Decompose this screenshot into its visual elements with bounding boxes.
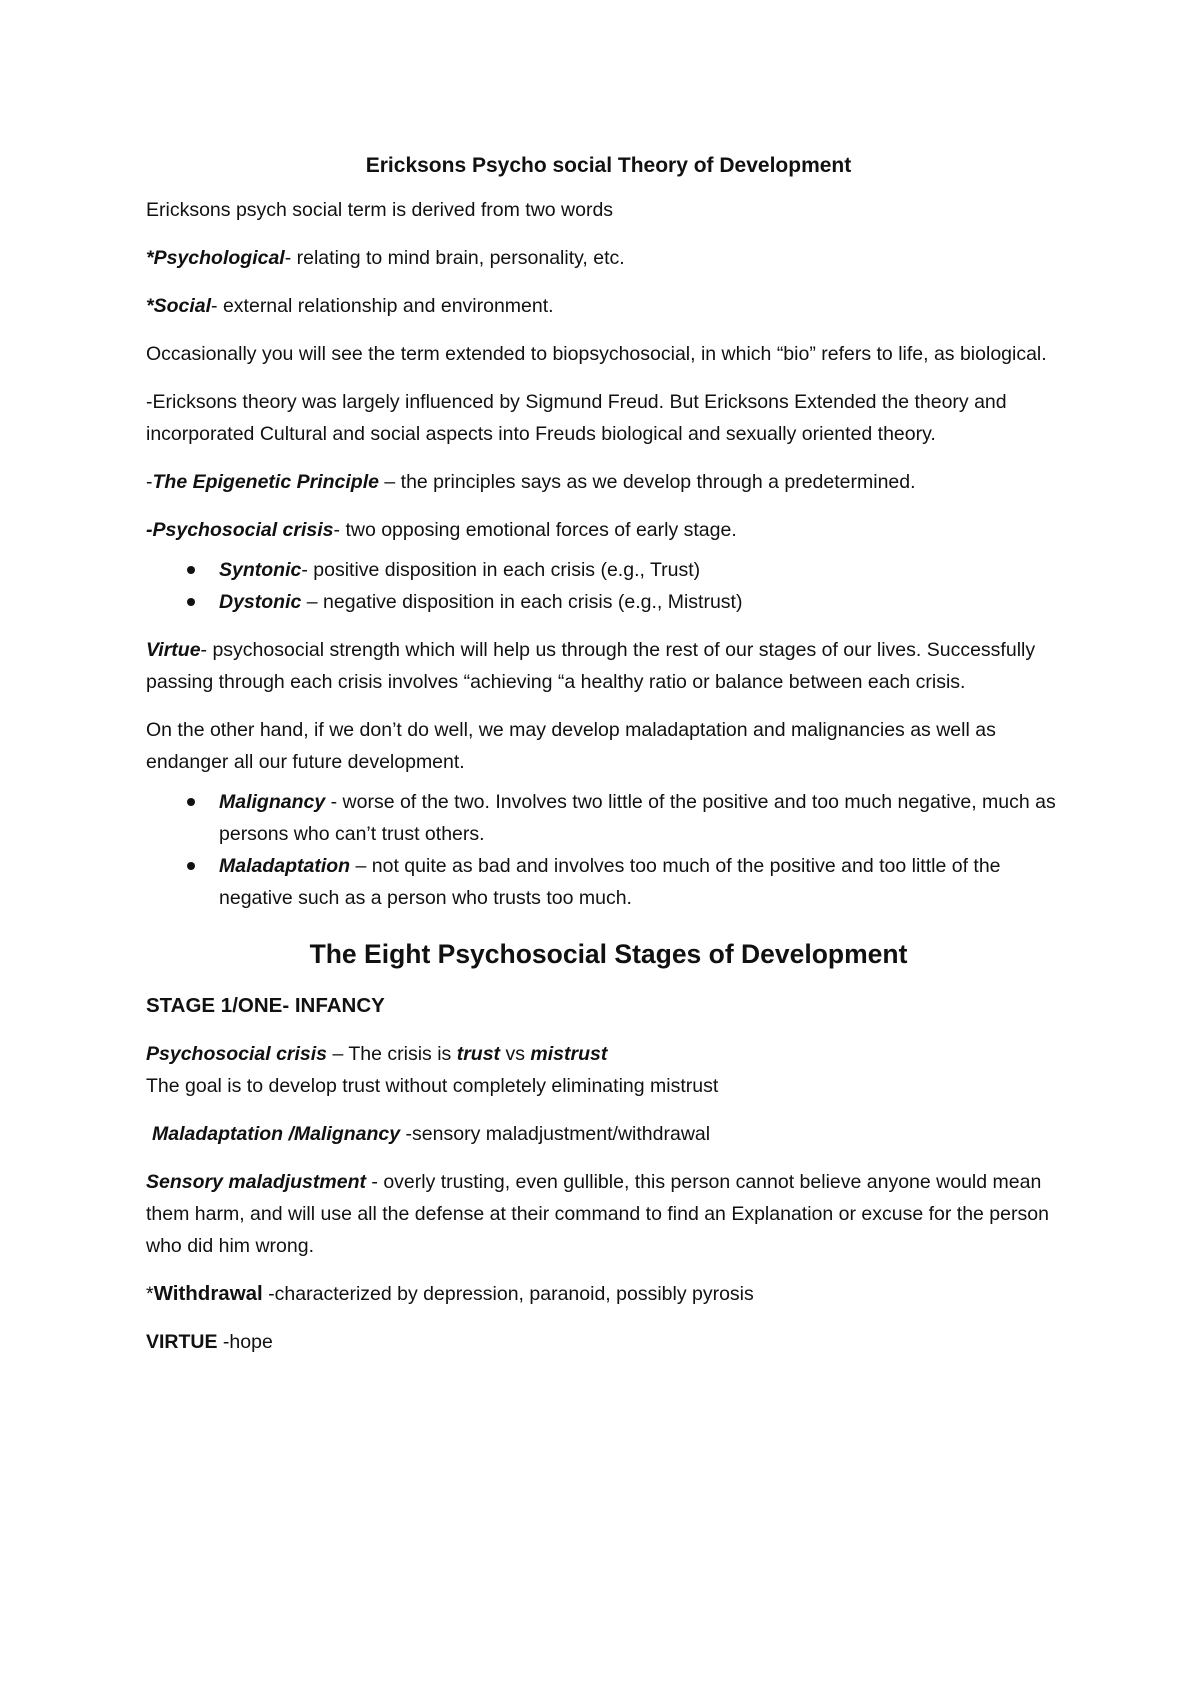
withdrawal-term: Withdrawal bbox=[153, 1282, 263, 1305]
other-hand-paragraph: On the other hand, if we don’t do well, we may develop maladaptation and malignancies as well as endanger all our future development. bbox=[146, 719, 996, 773]
document-body bbox=[146, 150, 1071, 1374]
syntonic-text: - positive disposition in each crisis (e.g., Trust) bbox=[301, 559, 701, 581]
syntonic-term: Syntonic bbox=[219, 559, 302, 581]
bullet-icon bbox=[187, 862, 195, 870]
epigenetic-prefix: - bbox=[146, 471, 153, 493]
list-item bbox=[146, 850, 1071, 914]
crisis-text: - two opposing emotional forces of early stage. bbox=[333, 519, 737, 541]
psychological-text: - relating to mind brain, personality, etc. bbox=[284, 247, 625, 269]
stage-virtue-line bbox=[146, 1326, 1071, 1358]
maladaptation-bullet-list bbox=[146, 786, 1071, 914]
stage-virtue-text: -hope bbox=[217, 1331, 273, 1353]
crisis-term: -Psychosocial crisis bbox=[146, 519, 334, 541]
vs-word: vs bbox=[500, 1043, 531, 1065]
virtue-term: Virtue bbox=[146, 639, 201, 661]
biopsychosocial-paragraph: Occasionally you will see the term extended to biopsychosocial, in which “bio” refers to life, as biological. bbox=[146, 343, 1047, 365]
malignancy-text: - worse of the two. Involves two little of the positive and too much negative, much as persons who can’t trust others. bbox=[219, 791, 1056, 845]
epigenetic-principle-paragraph bbox=[146, 466, 1071, 498]
sensory-maladjustment-paragraph bbox=[146, 1166, 1071, 1262]
virtue-paragraph bbox=[146, 634, 1071, 698]
mistrust-word: mistrust bbox=[530, 1043, 608, 1065]
social-text: - external relationship and environment. bbox=[211, 295, 554, 317]
sensory-term: Sensory maladjustment bbox=[146, 1171, 366, 1193]
social-term: *Social bbox=[146, 295, 212, 317]
trust-word: trust bbox=[456, 1043, 501, 1065]
list-item bbox=[146, 554, 1071, 586]
list-item bbox=[146, 786, 1071, 850]
dystonic-text: – negative disposition in each crisis (e.g., Mistrust) bbox=[301, 591, 743, 613]
stage-virtue-term: VIRTUE bbox=[146, 1331, 218, 1353]
stage-crisis-line bbox=[146, 1038, 1071, 1070]
list-item bbox=[146, 586, 1071, 618]
stage-crisis-mid: – The crisis is bbox=[327, 1043, 457, 1065]
stage-goal-line: The goal is to develop trust without completely eliminating mistrust bbox=[146, 1075, 719, 1097]
withdrawal-prefix: * bbox=[146, 1283, 154, 1305]
bullet-icon bbox=[187, 798, 195, 806]
virtue-text: - psychosocial strength which will help us through the rest of our stages of our lives. Successfully passing through each crisis involves “achieving “a healthy ratio or balance between each crisis. bbox=[146, 639, 1036, 693]
withdrawal-text: -characterized by depression, paranoid, possibly pyrosis bbox=[262, 1283, 754, 1305]
epigenetic-term: The Epigenetic Principle bbox=[152, 471, 379, 493]
section-heading: The Eight Psychosocial Stages of Development bbox=[309, 939, 908, 969]
maladapt-malignancy-text: -sensory maladjustment/withdrawal bbox=[400, 1123, 711, 1145]
maladapt-malignancy-term: Maladaptation /Malignancy bbox=[152, 1123, 401, 1145]
maladaptation-text: – not quite as bad and involves too much of the positive and too little of the negative such as a person who trusts too much. bbox=[219, 855, 1001, 909]
sensory-text: - overly trusting, even gullible, this person cannot believe anyone would mean them harm, and will use all the defense at their command to find an Explanation or excuse for the person who did him wrong. bbox=[146, 1171, 1049, 1257]
maladaptation-malignancy-line bbox=[146, 1118, 1071, 1150]
document-title: Ericksons Psycho social Theory of Development bbox=[365, 154, 852, 177]
withdrawal-paragraph bbox=[146, 1278, 1071, 1310]
intro-paragraph: Ericksons psych social term is derived from two words bbox=[146, 199, 614, 221]
stage-heading: STAGE 1/ONE- INFANCY bbox=[146, 994, 385, 1017]
stage-crisis-term: Psychosocial crisis bbox=[146, 1043, 328, 1065]
psychological-definition bbox=[146, 242, 1071, 274]
social-definition bbox=[146, 290, 1071, 322]
freud-influence-paragraph: -Ericksons theory was largely influenced by Sigmund Freud. But Ericksons Extended the theory and incorporated Cultural and social aspects into Freuds biological and sexually oriented theory. bbox=[146, 391, 1007, 445]
dystonic-term: Dystonic bbox=[219, 591, 302, 613]
psychological-term: *Psychological bbox=[146, 247, 285, 269]
malignancy-term: Malignancy bbox=[219, 791, 326, 813]
bullet-icon bbox=[187, 566, 195, 574]
maladaptation-term: Maladaptation bbox=[219, 855, 351, 877]
psychosocial-crisis-paragraph bbox=[146, 514, 1071, 546]
crisis-bullet-list bbox=[146, 554, 1071, 618]
epigenetic-text: – the principles says as we develop through a predetermined. bbox=[378, 471, 916, 493]
bullet-icon bbox=[187, 598, 195, 606]
